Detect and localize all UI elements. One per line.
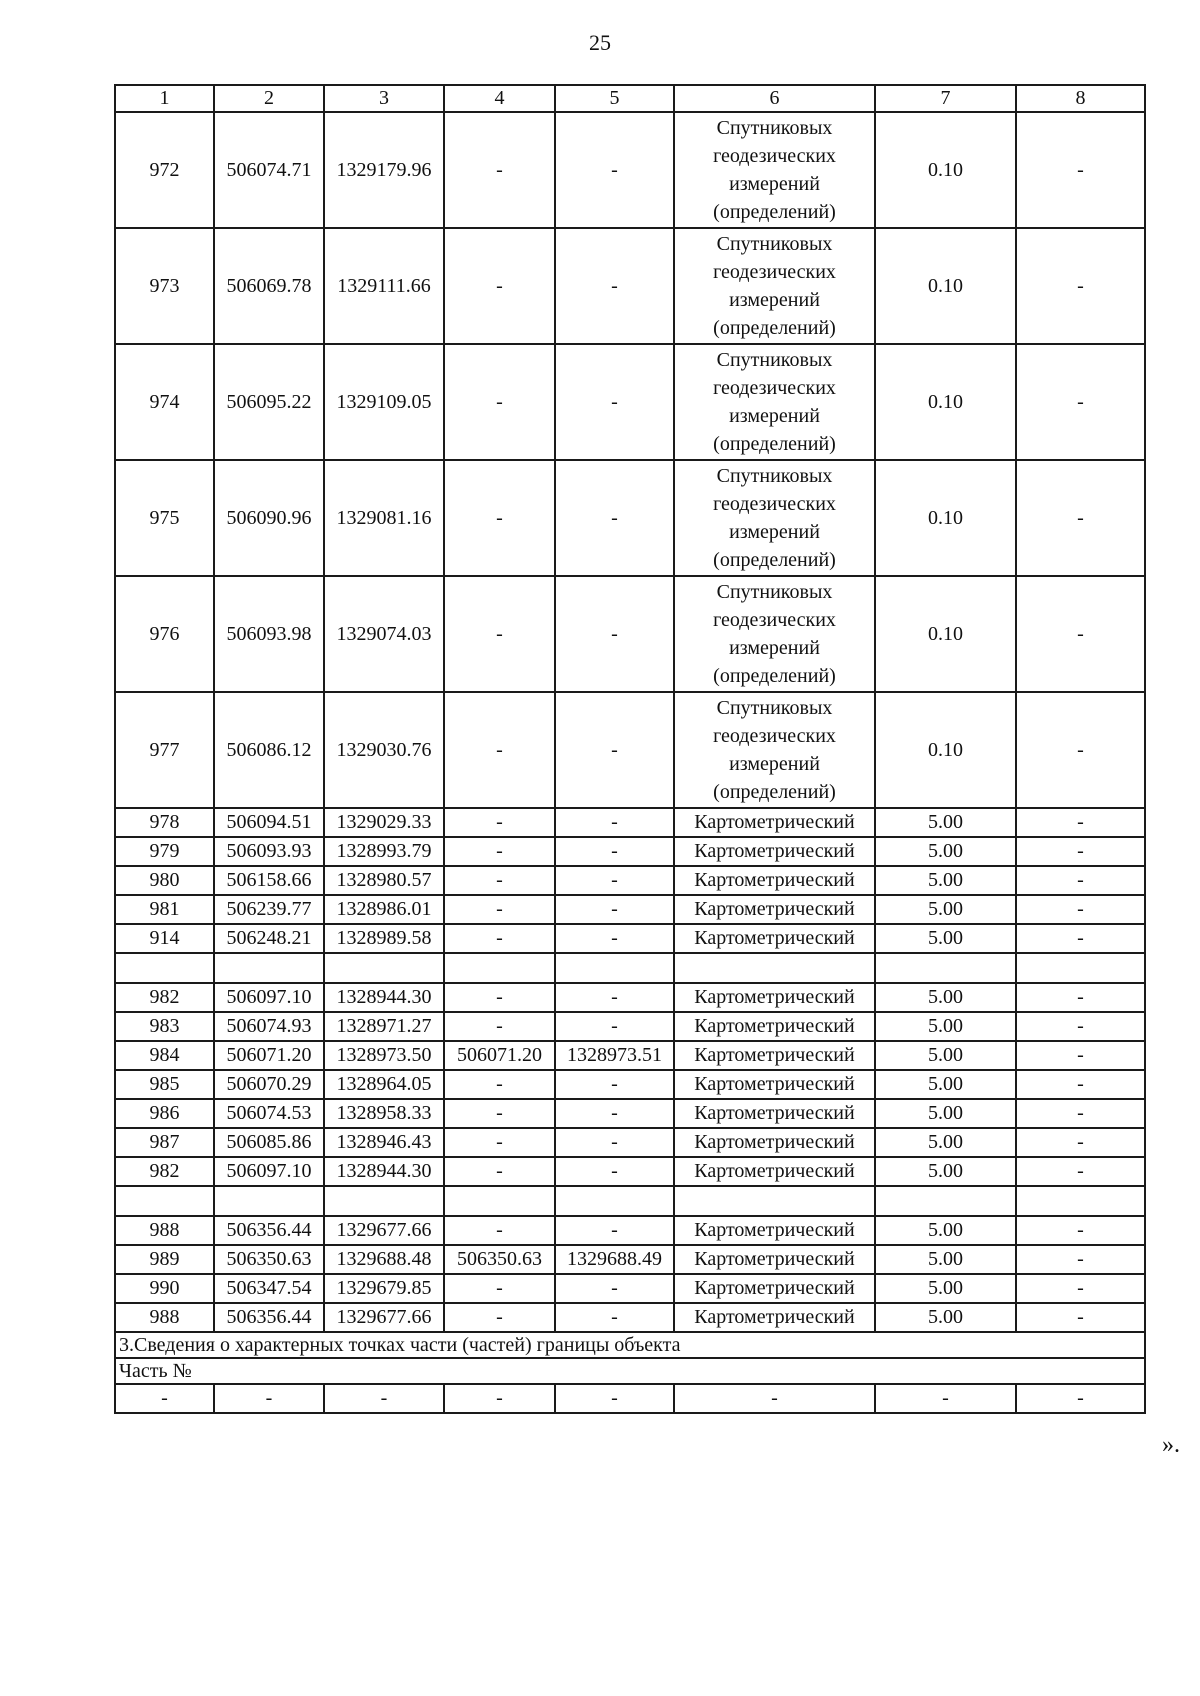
cell-col-8: - xyxy=(1016,228,1145,344)
cell-col-4: - xyxy=(444,1099,555,1128)
cell-col-3: 1329111.66 xyxy=(324,228,444,344)
table-row xyxy=(115,1274,1145,1303)
cell-col-4: - xyxy=(444,1012,555,1041)
page-number: 25 xyxy=(589,30,611,55)
cell-col-8: - xyxy=(1016,924,1145,953)
cell-col-2: 506097.10 xyxy=(214,1157,324,1186)
cell-col-6: Картометрический xyxy=(674,1216,875,1245)
table-row xyxy=(115,344,1145,460)
column-header-5: 5 xyxy=(555,85,674,112)
column-header-8: 8 xyxy=(1016,85,1145,112)
cell-col-6: Картометрический xyxy=(674,837,875,866)
cell-col-5: - xyxy=(555,1274,674,1303)
table-row xyxy=(115,1041,1145,1070)
empty-cell xyxy=(674,1186,875,1216)
cell-col-5: - xyxy=(555,924,674,953)
cell-col-6: Спутниковых геодезических измерений (определений) xyxy=(674,344,875,460)
cell-col-4: - xyxy=(444,983,555,1012)
table-row xyxy=(115,228,1145,344)
dash-cell-6: - xyxy=(674,1384,875,1413)
cell-col-4: - xyxy=(444,228,555,344)
cell-col-5: - xyxy=(555,228,674,344)
cell-col-4: - xyxy=(444,576,555,692)
cell-col-3: 1328973.50 xyxy=(324,1041,444,1070)
cell-col-4: - xyxy=(444,344,555,460)
cell-col-6: Картометрический xyxy=(674,1099,875,1128)
cell-col-5: - xyxy=(555,460,674,576)
cell-col-1: 973 xyxy=(115,228,214,344)
cell-col-2: 506074.93 xyxy=(214,1012,324,1041)
cell-col-3: 1328993.79 xyxy=(324,837,444,866)
cell-col-2: 506158.66 xyxy=(214,866,324,895)
cell-col-2: 506093.98 xyxy=(214,576,324,692)
cell-col-8: - xyxy=(1016,1070,1145,1099)
empty-cell xyxy=(555,1186,674,1216)
cell-col-1: 975 xyxy=(115,460,214,576)
empty-cell xyxy=(324,953,444,983)
cell-col-2: 506356.44 xyxy=(214,1216,324,1245)
cell-col-1: 914 xyxy=(115,924,214,953)
cell-col-6: Картометрический xyxy=(674,1303,875,1332)
cell-col-7: 5.00 xyxy=(875,866,1016,895)
cell-col-4: - xyxy=(444,808,555,837)
cell-col-8: - xyxy=(1016,576,1145,692)
cell-col-8: - xyxy=(1016,1128,1145,1157)
cell-col-8: - xyxy=(1016,1216,1145,1245)
cell-col-5: - xyxy=(555,692,674,808)
cell-col-2: 506093.93 xyxy=(214,837,324,866)
cell-col-1: 974 xyxy=(115,344,214,460)
cell-col-1: 976 xyxy=(115,576,214,692)
cell-col-8: - xyxy=(1016,1157,1145,1186)
cell-col-8: - xyxy=(1016,895,1145,924)
table-row xyxy=(115,895,1145,924)
cell-col-7: 5.00 xyxy=(875,1099,1016,1128)
cell-col-4: 506350.63 xyxy=(444,1245,555,1274)
cell-col-8: - xyxy=(1016,983,1145,1012)
cell-col-2: 506085.86 xyxy=(214,1128,324,1157)
cell-col-6: Картометрический xyxy=(674,1128,875,1157)
column-header-3: 3 xyxy=(324,85,444,112)
cell-col-1: 982 xyxy=(115,983,214,1012)
empty-cell xyxy=(875,953,1016,983)
table-row xyxy=(115,983,1145,1012)
column-header-4: 4 xyxy=(444,85,555,112)
table-row xyxy=(115,1157,1145,1186)
cell-col-8: - xyxy=(1016,1012,1145,1041)
cell-col-3: 1328946.43 xyxy=(324,1128,444,1157)
cell-col-8: - xyxy=(1016,460,1145,576)
table-row xyxy=(115,1012,1145,1041)
cell-col-6: Картометрический xyxy=(674,808,875,837)
cell-col-2: 506095.22 xyxy=(214,344,324,460)
empty-cell xyxy=(1016,953,1145,983)
cell-col-2: 506347.54 xyxy=(214,1274,324,1303)
cell-col-8: - xyxy=(1016,112,1145,228)
boundary-points-table xyxy=(114,84,1146,1414)
cell-col-4: - xyxy=(444,1157,555,1186)
cell-col-3: 1328944.30 xyxy=(324,983,444,1012)
empty-separator-row xyxy=(115,1186,1145,1216)
cell-col-7: 0.10 xyxy=(875,228,1016,344)
cell-col-8: - xyxy=(1016,1041,1145,1070)
cell-col-5: 1328973.51 xyxy=(555,1041,674,1070)
table-row xyxy=(115,1216,1145,1245)
empty-cell xyxy=(324,1186,444,1216)
cell-col-4: - xyxy=(444,924,555,953)
dash-cell-5: - xyxy=(555,1384,674,1413)
cell-col-7: 0.10 xyxy=(875,692,1016,808)
cell-col-5: - xyxy=(555,576,674,692)
cell-col-6: Картометрический xyxy=(674,1012,875,1041)
cell-col-7: 5.00 xyxy=(875,808,1016,837)
cell-col-7: 0.10 xyxy=(875,112,1016,228)
dash-cell-2: - xyxy=(214,1384,324,1413)
cell-col-6: Спутниковых геодезических измерений (определений) xyxy=(674,460,875,576)
table-row xyxy=(115,1245,1145,1274)
table-row xyxy=(115,837,1145,866)
cell-col-4: - xyxy=(444,866,555,895)
empty-cell xyxy=(214,953,324,983)
cell-col-4: 506071.20 xyxy=(444,1041,555,1070)
cell-col-5: - xyxy=(555,1070,674,1099)
cell-col-2: 506094.51 xyxy=(214,808,324,837)
cell-col-5: - xyxy=(555,1012,674,1041)
cell-col-7: 5.00 xyxy=(875,837,1016,866)
cell-col-7: 5.00 xyxy=(875,895,1016,924)
cell-col-7: 5.00 xyxy=(875,983,1016,1012)
dash-cell-7: - xyxy=(875,1384,1016,1413)
column-header-1: 1 xyxy=(115,85,214,112)
cell-col-3: 1328944.30 xyxy=(324,1157,444,1186)
cell-col-4: - xyxy=(444,895,555,924)
cell-col-4: - xyxy=(444,1216,555,1245)
cell-col-7: 5.00 xyxy=(875,1303,1016,1332)
cell-col-5: 1329688.49 xyxy=(555,1245,674,1274)
cell-col-2: 506097.10 xyxy=(214,983,324,1012)
cell-col-2: 506071.20 xyxy=(214,1041,324,1070)
cell-col-7: 5.00 xyxy=(875,1245,1016,1274)
table-row xyxy=(115,1099,1145,1128)
cell-col-1: 983 xyxy=(115,1012,214,1041)
cell-col-2: 506069.78 xyxy=(214,228,324,344)
cell-col-5: - xyxy=(555,1157,674,1186)
cell-col-3: 1328986.01 xyxy=(324,895,444,924)
cell-col-2: 506090.96 xyxy=(214,460,324,576)
cell-col-5: - xyxy=(555,1303,674,1332)
cell-col-3: 1328980.57 xyxy=(324,866,444,895)
empty-cell xyxy=(115,1186,214,1216)
cell-col-7: 5.00 xyxy=(875,1128,1016,1157)
cell-col-7: 0.10 xyxy=(875,460,1016,576)
cell-col-6: Картометрический xyxy=(674,924,875,953)
cell-col-8: - xyxy=(1016,692,1145,808)
cell-col-5: - xyxy=(555,1216,674,1245)
cell-col-8: - xyxy=(1016,808,1145,837)
cell-col-3: 1328989.58 xyxy=(324,924,444,953)
cell-col-1: 989 xyxy=(115,1245,214,1274)
table-row xyxy=(115,692,1145,808)
empty-cell xyxy=(214,1186,324,1216)
column-header-2: 2 xyxy=(214,85,324,112)
cell-col-5: - xyxy=(555,112,674,228)
empty-cell xyxy=(1016,1186,1145,1216)
cell-col-6: Спутниковых геодезических измерений (определений) xyxy=(674,228,875,344)
cell-col-8: - xyxy=(1016,866,1145,895)
cell-col-1: 977 xyxy=(115,692,214,808)
cell-col-3: 1329677.66 xyxy=(324,1216,444,1245)
cell-col-3: 1329109.05 xyxy=(324,344,444,460)
column-header-7: 7 xyxy=(875,85,1016,112)
part-number-label: Часть № xyxy=(115,1358,1145,1384)
cell-col-1: 990 xyxy=(115,1274,214,1303)
cell-col-8: - xyxy=(1016,1303,1145,1332)
cell-col-2: 506086.12 xyxy=(214,692,324,808)
cell-col-7: 5.00 xyxy=(875,1216,1016,1245)
cell-col-4: - xyxy=(444,460,555,576)
dash-row xyxy=(115,1384,1145,1413)
cell-col-3: 1328971.27 xyxy=(324,1012,444,1041)
cell-col-7: 5.00 xyxy=(875,1157,1016,1186)
empty-separator-row xyxy=(115,953,1145,983)
cell-col-2: 506074.53 xyxy=(214,1099,324,1128)
part-row xyxy=(115,1358,1145,1384)
cell-col-5: - xyxy=(555,1128,674,1157)
cell-col-1: 988 xyxy=(115,1303,214,1332)
section-3-row xyxy=(115,1332,1145,1358)
cell-col-1: 980 xyxy=(115,866,214,895)
cell-col-2: 506074.71 xyxy=(214,112,324,228)
cell-col-2: 506356.44 xyxy=(214,1303,324,1332)
cell-col-2: 506248.21 xyxy=(214,924,324,953)
cell-col-6: Спутниковых геодезических измерений (определений) xyxy=(674,692,875,808)
cell-col-5: - xyxy=(555,895,674,924)
cell-col-8: - xyxy=(1016,1099,1145,1128)
cell-col-5: - xyxy=(555,866,674,895)
empty-cell xyxy=(444,953,555,983)
cell-col-8: - xyxy=(1016,1274,1145,1303)
cell-col-2: 506070.29 xyxy=(214,1070,324,1099)
cell-col-8: - xyxy=(1016,837,1145,866)
header-row xyxy=(115,85,1145,112)
cell-col-6: Картометрический xyxy=(674,1070,875,1099)
cell-col-6: Картометрический xyxy=(674,1041,875,1070)
closing-quote-mark: ». xyxy=(1162,1432,1180,1458)
cell-col-1: 984 xyxy=(115,1041,214,1070)
table-row xyxy=(115,1128,1145,1157)
dash-cell-4: - xyxy=(444,1384,555,1413)
cell-col-3: 1329179.96 xyxy=(324,112,444,228)
cell-col-3: 1329081.16 xyxy=(324,460,444,576)
cell-col-2: 506350.63 xyxy=(214,1245,324,1274)
table-row xyxy=(115,924,1145,953)
cell-col-1: 987 xyxy=(115,1128,214,1157)
table-row xyxy=(115,112,1145,228)
cell-col-4: - xyxy=(444,1274,555,1303)
cell-col-6: Картометрический xyxy=(674,1157,875,1186)
cell-col-7: 0.10 xyxy=(875,576,1016,692)
cell-col-6: Спутниковых геодезических измерений (определений) xyxy=(674,576,875,692)
cell-col-4: - xyxy=(444,837,555,866)
cell-col-1: 972 xyxy=(115,112,214,228)
table-row xyxy=(115,1070,1145,1099)
cell-col-4: - xyxy=(444,1128,555,1157)
cell-col-7: 5.00 xyxy=(875,924,1016,953)
cell-col-1: 982 xyxy=(115,1157,214,1186)
cell-col-7: 5.00 xyxy=(875,1012,1016,1041)
cell-col-5: - xyxy=(555,837,674,866)
table-row xyxy=(115,460,1145,576)
empty-cell xyxy=(444,1186,555,1216)
cell-col-3: 1328958.33 xyxy=(324,1099,444,1128)
column-header-6: 6 xyxy=(674,85,875,112)
cell-col-1: 986 xyxy=(115,1099,214,1128)
table-row xyxy=(115,576,1145,692)
cell-col-4: - xyxy=(444,692,555,808)
cell-col-1: 981 xyxy=(115,895,214,924)
cell-col-4: - xyxy=(444,1070,555,1099)
table-row xyxy=(115,1303,1145,1332)
cell-col-3: 1328964.05 xyxy=(324,1070,444,1099)
cell-col-5: - xyxy=(555,983,674,1012)
cell-col-6: Спутниковых геодезических измерений (определений) xyxy=(674,112,875,228)
cell-col-3: 1329677.66 xyxy=(324,1303,444,1332)
empty-cell xyxy=(555,953,674,983)
cell-col-7: 0.10 xyxy=(875,344,1016,460)
cell-col-4: - xyxy=(444,1303,555,1332)
dash-cell-1: - xyxy=(115,1384,214,1413)
cell-col-8: - xyxy=(1016,1245,1145,1274)
cell-col-2: 506239.77 xyxy=(214,895,324,924)
cell-col-6: Картометрический xyxy=(674,1245,875,1274)
cell-col-4: - xyxy=(444,112,555,228)
cell-col-3: 1329029.33 xyxy=(324,808,444,837)
dash-cell-3: - xyxy=(324,1384,444,1413)
empty-cell xyxy=(115,953,214,983)
empty-cell xyxy=(875,1186,1016,1216)
cell-col-3: 1329679.85 xyxy=(324,1274,444,1303)
cell-col-7: 5.00 xyxy=(875,1041,1016,1070)
cell-col-3: 1329688.48 xyxy=(324,1245,444,1274)
dash-cell-8: - xyxy=(1016,1384,1145,1413)
cell-col-7: 5.00 xyxy=(875,1274,1016,1303)
cell-col-3: 1329074.03 xyxy=(324,576,444,692)
cell-col-1: 978 xyxy=(115,808,214,837)
cell-col-7: 5.00 xyxy=(875,1070,1016,1099)
cell-col-5: - xyxy=(555,808,674,837)
empty-cell xyxy=(674,953,875,983)
table-row xyxy=(115,866,1145,895)
cell-col-5: - xyxy=(555,344,674,460)
cell-col-5: - xyxy=(555,1099,674,1128)
cell-col-6: Картометрический xyxy=(674,983,875,1012)
table-row xyxy=(115,808,1145,837)
cell-col-1: 979 xyxy=(115,837,214,866)
cell-col-6: Картометрический xyxy=(674,866,875,895)
cell-col-6: Картометрический xyxy=(674,895,875,924)
cell-col-8: - xyxy=(1016,344,1145,460)
cell-col-1: 988 xyxy=(115,1216,214,1245)
cell-col-3: 1329030.76 xyxy=(324,692,444,808)
cell-col-1: 985 xyxy=(115,1070,214,1099)
section-3-title: 3.Сведения о характерных точках части (частей) границы объекта xyxy=(115,1332,1145,1358)
cell-col-6: Картометрический xyxy=(674,1274,875,1303)
